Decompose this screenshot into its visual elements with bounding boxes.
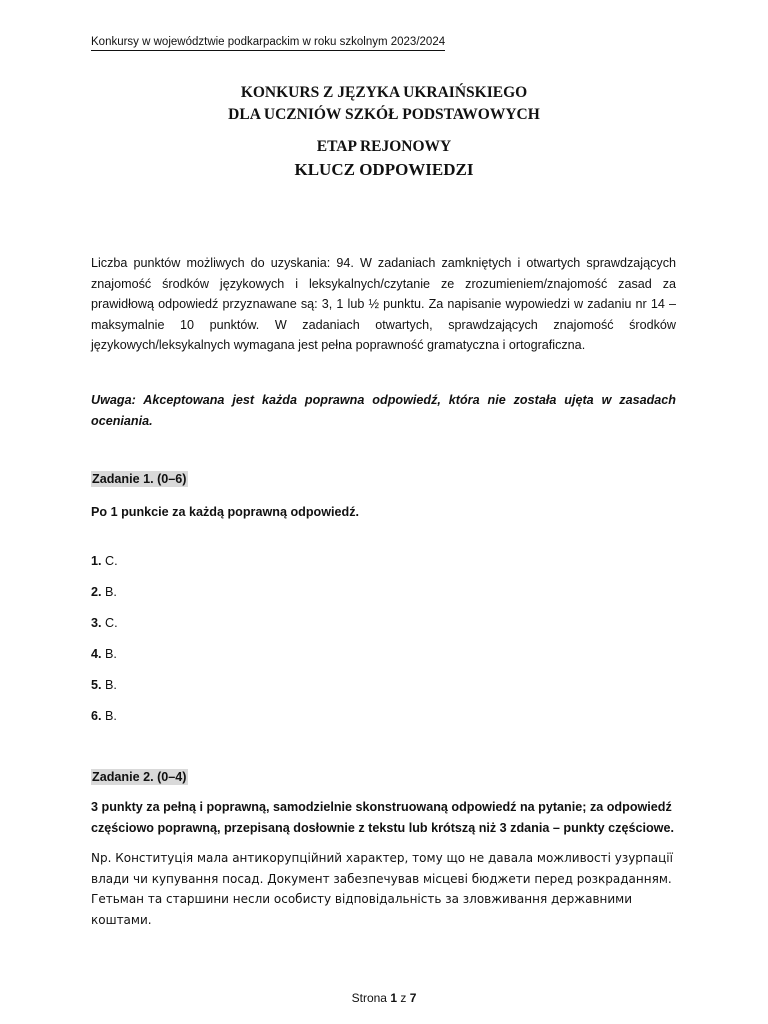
note-paragraph: Uwaga: Akceptowana jest każda poprawna odpowiedź, która nie została ujęta w zasadach oceniania. [91,393,676,428]
running-header: Konkursy w województwie podkarpackim w roku szkolnym 2023/2024 [91,35,445,51]
task-2-example-answer: Np. Конституція мала антикорупційний характер, тому що не давала можливості узурпації влади чи купування посад. Документ забезпечував місцеві бюджети перед розкраданням. Гетьман та старшини несли особисту відповідальність за зловживання державними коштами. [91,851,673,927]
answer-value: B. [105,647,117,661]
answer-value: B. [105,585,117,599]
title-line-3: ETAP REJONOWY [316,138,452,155]
answer-item [91,708,117,725]
intro-paragraph: Liczba punktów możliwych do uzyskania: 94. W zadaniach zamkniętych i otwartych sprawdzających znajomość środków językowych i leksykalnych/czytanie ze zrozumieniem/znajomość zasad za prawidłową odpowiedź przyznawane są: 3, 1 lub ½ punktu. Za napisanie wypowiedzi w zadaniu nr 14 – maksymalnie 10 punktów. W zadaniach otwartych, sprawdzających znajomość środków językowych/leksykalnych wymagana jest pełna poprawność gramatyczna i ortograficzna. [91,256,676,352]
answer-item [91,677,117,694]
answer-number: 6. [91,709,102,723]
task-1-instruction: Po 1 punkcie za każdą poprawną odpowiedź. [91,505,360,519]
answer-item [91,646,117,663]
title-line-1: KONKURS Z JĘZYKA UKRAIŃSKIEGO [240,84,528,101]
answer-number: 2. [91,585,102,599]
task-2-heading-label: Zadanie 2. (0–4) [92,770,187,784]
footer-current-page: 1 [390,991,397,1005]
answer-value: B. [105,709,117,723]
answer-value: B. [105,678,117,692]
answer-item [91,615,118,632]
footer-separator: z [400,991,407,1005]
answer-number: 4. [91,647,102,661]
footer-prefix: Strona [351,991,387,1005]
footer-total-pages: 7 [409,991,417,1005]
answer-value: C. [105,616,118,630]
page-footer [0,990,768,1006]
task-2-instruction: 3 punkty za pełną i poprawną, samodzielnie skonstruowaną odpowiedź na pytanie; za odpowiedź częściowo poprawną, przepisaną dosłownie z tekstu lub krótszą niż 3 zdania – punkty częściowe. [91,800,674,835]
answer-number: 5. [91,678,102,692]
task-1-heading [91,471,188,488]
answer-item [91,584,117,601]
answer-value: C. [105,554,118,568]
task-1-heading-label: Zadanie 1. (0–6) [92,472,187,486]
task-2-heading [91,769,188,786]
title-line-4: KLUCZ ODPOWIEDZI [294,160,474,179]
answer-number: 3. [91,616,102,630]
answer-number: 1. [91,554,102,568]
title-line-2: DLA UCZNIÓW SZKÓŁ PODSTAWOWYCH [228,106,540,123]
answer-item [91,553,118,570]
